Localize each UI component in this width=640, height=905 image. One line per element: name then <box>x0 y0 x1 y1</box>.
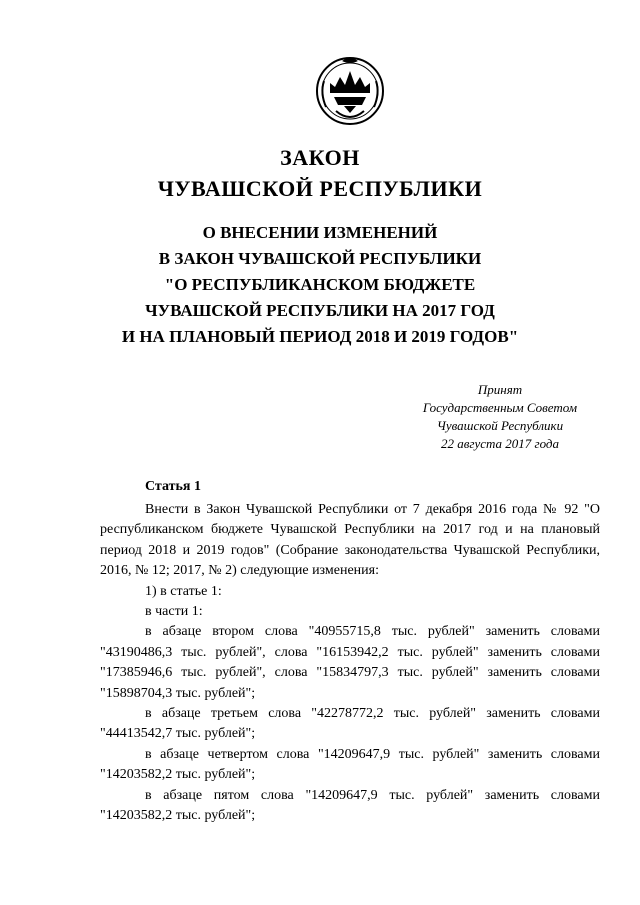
article-body <box>100 500 600 827</box>
subtitle-line: И НА ПЛАНОВЫЙ ПЕРИОД 2018 И 2019 ГОДОВ" <box>121 327 519 346</box>
adoption-line: Чувашской Республики <box>436 418 564 433</box>
paragraph: в абзаце пятом слова "14209647,9 тыс. рублей" заменить словами "14203582,2 тыс. рублей"; <box>100 787 600 824</box>
adoption-note <box>400 381 600 453</box>
adoption-line: Государственным Советом <box>422 400 578 415</box>
subtitle-line: ЧУВАШСКОЙ РЕСПУБЛИКИ НА 2017 ГОД <box>145 301 495 320</box>
subtitle-line: "О РЕСПУБЛИКАНСКОМ БЮДЖЕТЕ <box>164 275 476 294</box>
paragraph: в части 1: <box>145 604 203 620</box>
paragraph: в абзаце втором слова "40955715,8 тыс. рублей" заменить словами "43190486,3 тыс. рублей", слова "16153942,2 тыс. рублей" заменить словами "17385946,6 тыс. рублей", слова "15834797,3 тыс. рублей" заменить словами "15898704,3 тыс. рублей"; <box>100 624 600 701</box>
article-heading: Статья 1 <box>145 479 201 494</box>
subtitle-line: О ВНЕСЕНИИ ИЗМЕНЕНИЙ <box>202 223 438 242</box>
law-title: ЗАКОН <box>280 145 360 170</box>
republic-title: ЧУВАШСКОЙ РЕСПУБЛИКИ <box>157 176 483 201</box>
law-subtitle <box>0 220 640 350</box>
paragraph: 1) в статье 1: <box>145 583 222 599</box>
paragraph: Внести в Закон Чувашской Республики от 7 декабря 2016 года № 92 "О республиканском бюджете Чувашской Республики на 2017 год и на плановый период 2018 и 2019 годов" (Собрание законодательства Чувашской Республики, 2016, № 12; 2017, № 2) следующие изменения: <box>100 502 600 579</box>
paragraph: в абзаце четвертом слова "14209647,9 тыс. рублей" заменить словами "14203582,2 тыс. рублей"; <box>100 746 600 783</box>
adoption-date: 22 августа 2017 года <box>440 436 560 451</box>
adoption-line: Принят <box>477 382 523 397</box>
coat-of-arms-emblem <box>314 53 386 127</box>
paragraph: в абзаце третьем слова "42278772,2 тыс. рублей" заменить словами "44413542,7 тыс. рублей"; <box>100 706 600 742</box>
subtitle-line: В ЗАКОН ЧУВАШСКОЙ РЕСПУБЛИКИ <box>158 249 482 268</box>
